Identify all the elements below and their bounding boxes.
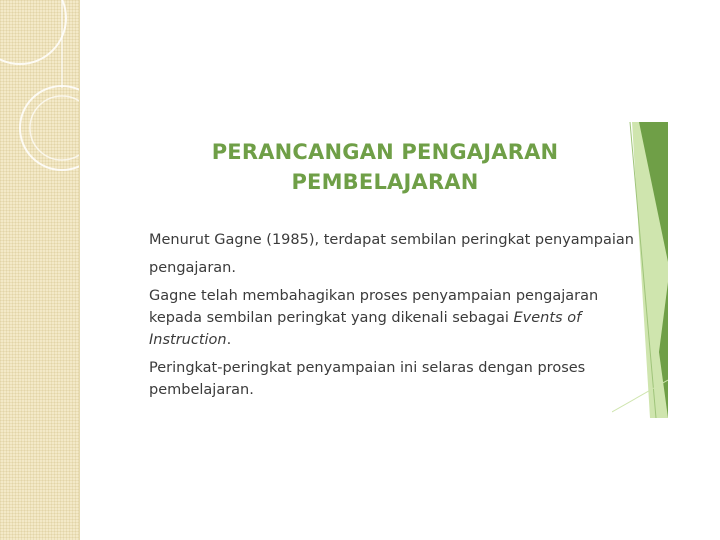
- paragraph-1: [149, 229, 669, 279]
- paragraph-1-line-1: Menurut Gagne (1985), terdapat sembilan peringkat penyampaian: [149, 232, 634, 248]
- decorative-green-shapes: [612, 122, 668, 418]
- paragraph-1-line-2: pengajaran.: [149, 260, 236, 276]
- slide-title-line-2: PEMBELAJARAN: [291, 170, 479, 194]
- paragraph-3: [149, 357, 619, 401]
- slide-body: [149, 229, 669, 407]
- paragraph-2-end: .: [226, 332, 232, 348]
- paragraph-2-text: Gagne telah membahagikan proses penyampaian pengajaran kepada sembilan peringkat yang dikenali sebagai: [149, 288, 599, 326]
- slide-title-line-1: PERANCANGAN PENGAJARAN: [211, 140, 559, 164]
- decorative-circles: [0, 0, 79, 540]
- paragraph-2-emphasis: Events of Instruction: [149, 310, 582, 348]
- paragraph-2: [149, 285, 604, 351]
- paragraph-3-text: Peringkat-peringkat penyampaian ini selaras dengan proses pembelajaran.: [149, 360, 586, 398]
- slide-title: [150, 137, 620, 197]
- decorative-side-band: [0, 0, 80, 540]
